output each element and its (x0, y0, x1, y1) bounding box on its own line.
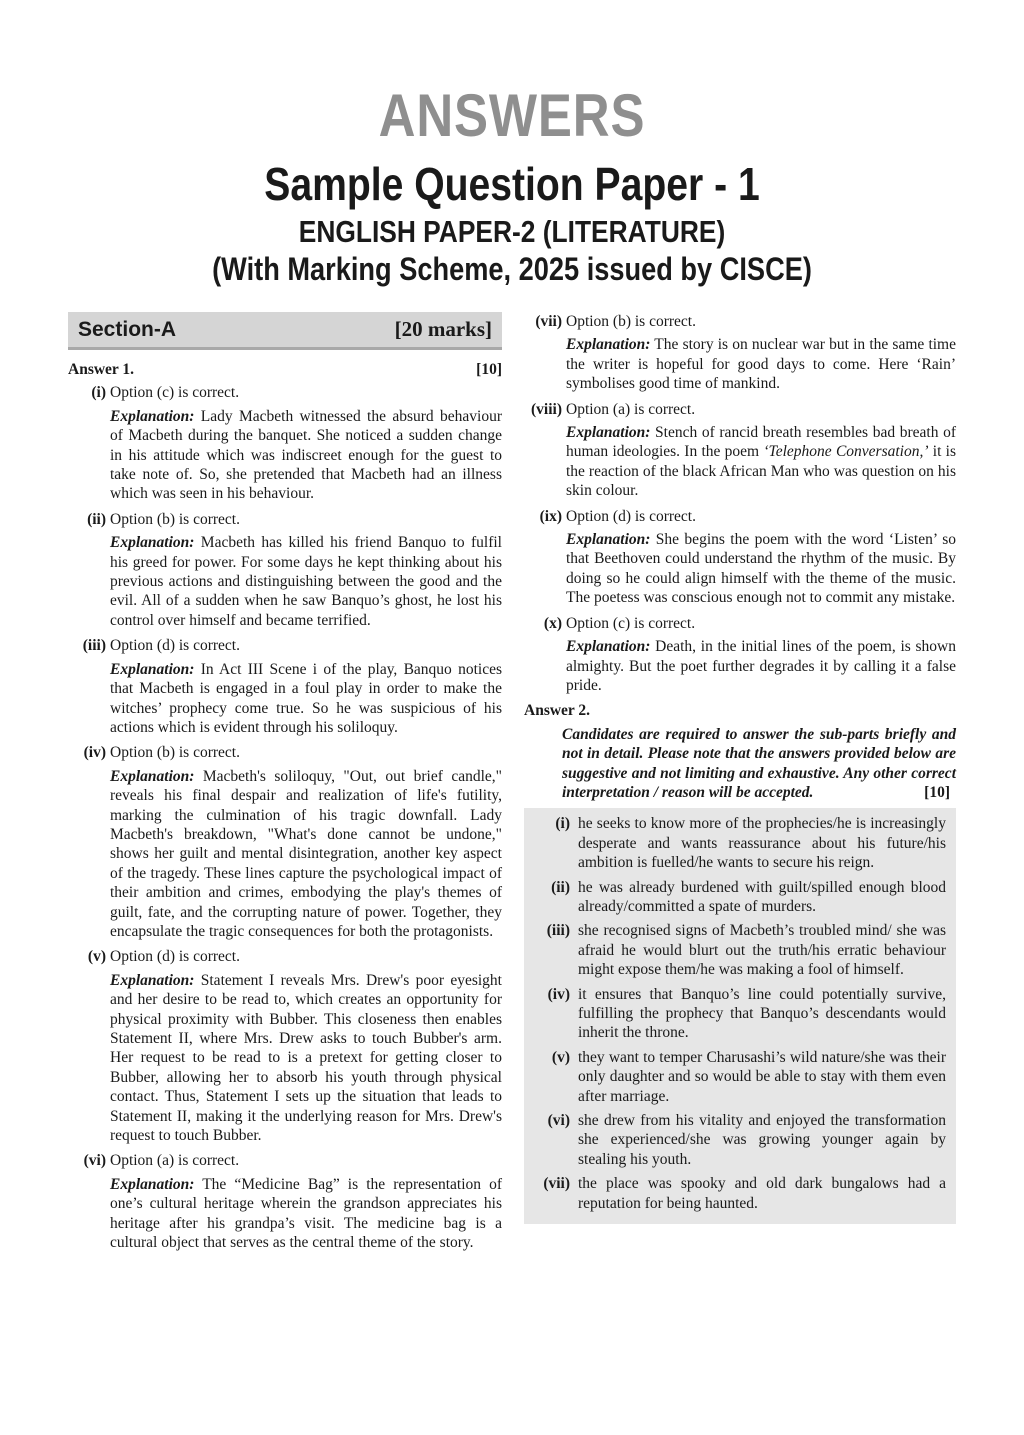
answer-1-heading (68, 360, 502, 379)
item-explanation: Explanation: She begins the poem with the word ‘Listen’ so that Beethoven could understand the rhythm of the music. By doing so he could align himself with the theme of the music. The poetess was conscious enough not to commit any mistake. (566, 531, 956, 607)
item-option: Option (d) is correct. (110, 948, 240, 966)
answer-item (68, 383, 502, 503)
right-column (524, 312, 956, 1224)
answer-item (68, 510, 502, 630)
item-option: Option (c) is correct. (566, 614, 696, 632)
item-explanation: Explanation: The “Medicine Bag” is the representation of one’s cultural heritage wherein the grandson appreciates his heritage after his grandpa’s visit. The medicine bag is a cultural object that serves as the central theme of the story. (110, 1175, 502, 1252)
list-item: (vii) the place was spooky and old dark bungalows had a reputation for being haunted. (543, 1175, 946, 1212)
item-option: Option (c) is correct. (110, 384, 240, 402)
answers-heading: ANSWERS (378, 82, 646, 149)
item-option: Option (a) is correct. (566, 400, 696, 418)
section-bar (68, 312, 502, 350)
list-item: (iii) she recognised signs of Macbeth’s troubled mind/ she was afraid he would blurt out the truth/his erratic behaviour might expose them/he was making a fool of himself. (546, 922, 946, 979)
item-option: Option (b) is correct. (110, 744, 240, 762)
item-explanation: Explanation: Stench of rancid breath resembles bad breath of human ideologies. In the poem ‘Telephone Conversation,’ it is the reaction of the black African Man who was question on his skin colour. (566, 424, 956, 500)
answer-2-note: Candidates are required to answer the sub-parts briefly and not in detail. Please note that the answers provided below are suggestive and not limiting and exhaustive. Any other correct interpretation / reason will be accepted. [10] (562, 725, 956, 801)
item-number: (iii) (82, 637, 106, 655)
item-option: Option (a) is correct. (110, 1152, 240, 1170)
section-marks: [20 marks] (394, 316, 492, 341)
item-explanation: Explanation: Statement I reveals Mrs. Drew's poor eyesight and her desire to be read to, which creates an opportunity for physical proximity with Bubber. This closeness then enables Statement II, where Mrs. Drew asks to touch Bubber's arm. Her request to be read to is a pretext for getting closer to Bubber, allowing her to absorb his youth through physical contact. Thus, Statement I sets up the situation that leads to Statement II, making it the underlying reason for Mrs. Drew's request to touch Bubber. (110, 971, 502, 1145)
item-option: Option (d) is correct. (566, 507, 696, 525)
item-option: Option (b) is correct. (110, 510, 240, 528)
answer-2-heading (524, 701, 956, 720)
answer-item (524, 400, 956, 501)
item-number: (iv) (83, 744, 106, 762)
item-explanation: Explanation: The story is on nuclear war but in the same time the writer is hopeful for good days to come. Here ‘Rain’ symbolises good time of mankind. (566, 336, 956, 393)
answer-item (68, 1151, 502, 1252)
item-number: (vii) (535, 313, 562, 330)
section-title: Section-A (78, 317, 177, 341)
answer-item (524, 614, 956, 696)
item-option: Option (d) is correct. (110, 637, 240, 655)
item-explanation: Explanation: Macbeth has killed his friend Banquo to fulfil his greed for power. For some days he kept thinking about his previous actions and distinguishing between the good and the evil. All of a sudden when he saw Banquo’s ghost, he lost his control over himself and became terrified. (110, 534, 502, 629)
item-number: (ix) (539, 507, 562, 525)
answer-item (68, 947, 502, 1145)
paper-subtitle: ENGLISH PAPER-2 (LITERATURE) (298, 214, 726, 249)
item-explanation: Explanation: Lady Macbeth witnessed the absurd behaviour of Macbeth during the banquet. She noticed a sudden change in his attitude which was indiscreet enough for the guest to take note of. So, she pretended that Macbeth had an illness which was seen in his behaviour. (110, 407, 502, 503)
list-item: (ii) he was already burdened with guilt/spilled enough blood already/committed a spate of murders. (551, 878, 946, 915)
item-explanation: Explanation: Death, in the initial lines of the poem, is shown almighty. But the poet further degrades it by calling it a false pride. (566, 638, 956, 694)
answer-2-marks: [10] (924, 783, 950, 801)
item-number: (x) (543, 614, 562, 632)
answer-item (68, 636, 502, 737)
item-explanation: Explanation: In Act III Scene i of the play, Banquo notices that Macbeth is engaged in a foul play in order to make the witches’ prophecy come true. So he was suspicious of his actions which is evident through his soliloquy. (110, 660, 502, 736)
answer-2-box (524, 808, 956, 1224)
answer-item (524, 312, 956, 394)
answer-1-marks: [10] (476, 361, 502, 378)
answer-2-label: Answer 2. (524, 702, 591, 720)
item-number: (ii) (87, 510, 106, 528)
list-item: (v) they want to temper Charusashi’s wild nature/she was their only daughter and so would be able to stay with them even after marriage. (551, 1048, 946, 1105)
list-item: (iv) it ensures that Banquo’s line could potentially survive, fulfilling the prophecy that Banquo’s descendants would inherit the throne. (547, 985, 946, 1042)
left-column (68, 312, 502, 1258)
paper-title: Sample Question Paper - 1 (264, 158, 760, 210)
answer-1-label: Answer 1. (68, 361, 135, 378)
list-item: (i) he seeks to know more of the prophecies/he is increasingly desperate and wants reassurance about his future/his ambition is fuelled/he wants to secure his reign. (555, 815, 946, 872)
item-number: (vi) (83, 1152, 106, 1170)
list-item: (vi) she drew from his vitality and enjoyed the transformation she experienced/she was growing younger again by stealing his youth. (547, 1112, 946, 1168)
item-number: (viii) (531, 400, 562, 418)
paper-subtitle-scheme: (With Marking Scheme, 2025 issued by CISCE) (212, 251, 812, 287)
item-option: Option (b) is correct. (566, 313, 696, 330)
item-number: (v) (87, 948, 106, 966)
answer-item (524, 507, 956, 608)
item-number: (i) (91, 384, 106, 402)
item-explanation: Explanation: Macbeth's soliloquy, "Out, out brief candle," reveals his final despair and realization of life's futility, marking the culmination of his tragic downfall. Lady Macbeth's breakdown, "What's done cannot be undone," shows her guilt and mental disintegration, another key aspect of the tragedy. These lines capture the psychological impact of their ambition and crimes, embodying the play's themes of guilt, fate, and the corrupting nature of power. Together, they encapsulate the tragic consequences for both the protagonists. (110, 767, 502, 940)
page-header (0, 80, 1024, 288)
answer-item (68, 743, 502, 941)
